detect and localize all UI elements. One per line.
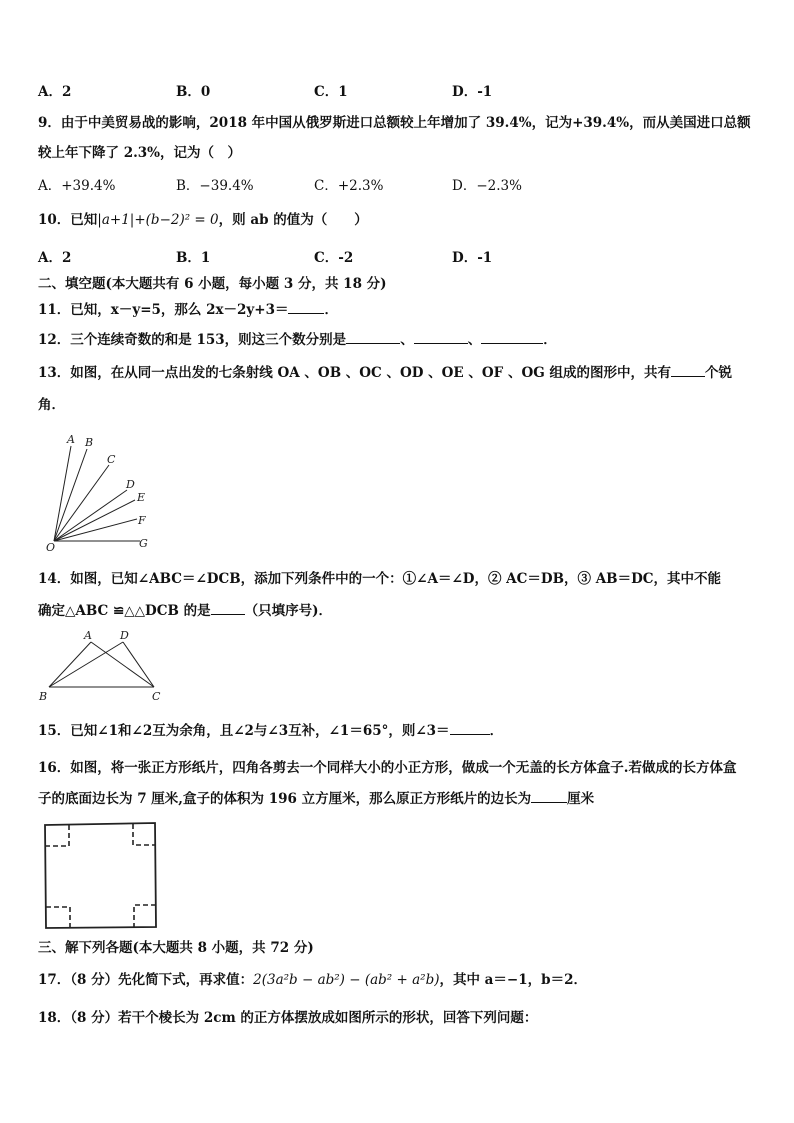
label-a: A [84,629,92,642]
q8-option-a: A．2 [38,84,72,100]
ray-oa [54,446,71,541]
q14-answer-blank[interactable] [211,602,245,615]
q12-text: 三个连续奇数的和是 153，则这三个数分别是 [70,332,347,348]
q11-number: 11． [38,302,71,318]
q10-text-post: ，则 ab 的值为（ ） [218,212,368,228]
q15-text: 已知∠1和∠2互为余角，且∠2与∠3互补，∠1＝65°，则∠3＝ [70,723,450,739]
q11-text: 已知，x－y=5，那么 2x－2y+3＝ [70,302,289,318]
q8-option-c: C．1 [314,84,348,100]
q9-option-a: A．+39.4% [38,178,116,194]
label-f: F [138,514,146,527]
q14-triangles-figure [36,626,176,710]
label-d: D [120,629,129,642]
q17-line [38,970,587,990]
q16-text1: 如图，将一张正方形纸片，四角各剪去一个同样大小的小正方形，做成一个无盖的长方体盒子.若做成的长方体盒 [70,760,737,776]
q8-option-b: B．0 [176,84,211,100]
q13-answer-blank[interactable] [671,364,705,377]
q14-text2-pre: 确定△ABC ≌△△DCB 的是 [38,603,211,619]
q9-option-d: D．−2.3% [452,178,522,194]
q10-option-b: B．1 [176,250,211,266]
q11-answer-blank[interactable] [288,301,324,314]
q12-end: ． [543,332,557,348]
q15-answer-blank[interactable] [450,722,490,735]
q16-line1 [38,758,737,778]
q9-line2: 较上年下降了 2.3%，记为（ ） [38,145,242,161]
q14-text1: 如图，已知∠ABC＝∠DCB，添加下列条件中的一个：①∠A＝∠D，② AC＝DB，③ AB＝DC，其中不能 [70,571,722,587]
q17-text-post: ，其中 a＝−1，b＝2． [439,972,587,988]
segment-dc [123,642,154,687]
q10-option-c: C．-2 [314,250,354,266]
q12-line [38,330,557,350]
q9-option-b: B．−39.4% [176,178,254,194]
q14-number: 14． [38,571,71,587]
label-d: D [126,478,135,491]
q15-line [38,721,503,741]
cut-top-right [133,824,155,845]
q10-text-pre: 已知 [70,212,98,228]
q18-line [38,1008,537,1028]
cut-bottom-right [134,905,156,927]
q9-option-c: C．+2.3% [314,178,384,194]
q14-line2 [38,601,332,621]
label-c: C [107,453,116,466]
label-a: A [67,433,75,446]
q10-line [38,210,368,230]
q15-number: 15． [38,723,71,739]
q13-number: 13． [38,365,71,381]
q13-text1-end: 个锐 [704,365,732,381]
q16-answer-blank[interactable] [531,790,567,803]
q14-line1 [38,569,721,589]
q17-number: 17． [38,972,71,988]
q11-line [38,300,338,320]
label-e: E [137,491,146,504]
q8-option-d: D．-1 [452,84,493,100]
label-b: B [85,436,94,449]
ray-of [54,519,137,541]
q18-number: 18． [38,1010,71,1026]
q17-text-pre: （8 分）先化简下式，再求值： [70,972,254,988]
q12-answer-blank-3[interactable] [481,331,543,344]
q10-formula: |a+1|+(b−2)² = 0 [97,212,219,228]
q16-text2-post: 厘米 [567,791,595,807]
label-b: B [39,690,48,703]
q12-answer-blank-1[interactable] [346,331,400,344]
q17-formula: 2(3a²b − ab²) − (ab² + a²b) [253,972,440,988]
q13-text1: 如图，在从同一点出发的七条射线 OA 、OB 、OC 、OD 、OE 、OF 、OG 组成的图形中，共有 [70,365,671,381]
q9-line1 [38,113,751,133]
q16-number: 16． [38,760,71,776]
cut-bottom-left [46,907,70,928]
q16-paper-figure [42,821,162,935]
q12-answer-blank-2[interactable] [414,331,468,344]
q13-line2: 角． [38,397,65,413]
q13-line1 [38,363,732,383]
q10-number: 10． [38,212,71,228]
cut-top-left [45,825,69,846]
paper-outline [45,823,156,928]
q9-number: 9． [38,115,61,131]
q10-option-d: D．-1 [452,250,493,266]
q16-line2 [38,789,594,809]
q15-end: ． [489,723,504,739]
label-c: C [152,690,161,703]
label-g: G [139,537,148,550]
q9-text1: 由于中美贸易战的影响，2018 年中国从俄罗斯进口总额较上年增加了 39.4%，记为+39.4%，而从美国进口总额 [60,115,751,131]
q11-end: ． [324,302,338,318]
segment-ba [49,642,91,687]
ray-oc [54,465,109,541]
q12-sep1: 、 [400,332,414,348]
q13-rays-figure [40,430,170,559]
q12-number: 12． [38,332,71,348]
segment-ac [91,642,154,687]
q16-text2-pre: 子的底面边长为 7 厘米,盒子的体积为 196 立方厘米，那么原正方形纸片的边长为 [38,791,532,807]
q12-sep2: 、 [467,332,482,348]
label-o: O [46,541,56,554]
q18-text: （8 分）若干个棱长为 2cm 的正方体摆放成如图所示的形状，回答下列问题： [70,1010,538,1026]
section2-heading: 二、填空题(本大题共有 6 小题，每小题 3 分，共 18 分) [38,276,387,292]
segment-bd [49,642,123,687]
q14-text2-post: （只填序号)． [244,603,332,619]
ray-od [54,490,127,541]
q10-option-a: A．2 [38,250,72,266]
section3-heading: 三、解下列各题(本大题共 8 小题，共 72 分) [38,940,314,956]
